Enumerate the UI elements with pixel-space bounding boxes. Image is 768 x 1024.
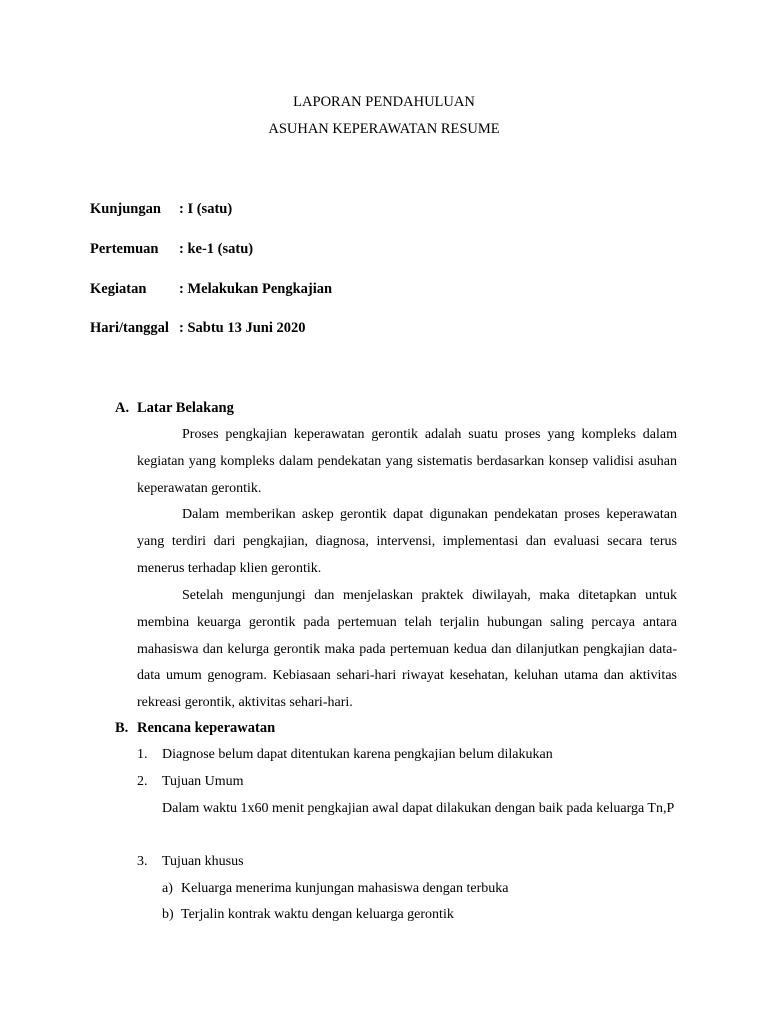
section-a-paragraph-1: Proses pengkajian keperawatan gerontik adalah suatu proses yang kompleks dalam kegiatan yang kompleks dalam pendekatan yang sistematis berdasarkan konsep validisi asuhan keperawatan gerontik. [137,427,677,496]
section-a-paragraph-3: Setelah mengunjungi dan menjelaskan praktek diwilayah, maka ditetapkan untuk membina keuarga gerontik pada pertemuan telah terjalin hubungan saling percaya antara mahasiswa dan kelurga gerontik maka pada pertemuan kedua dan dilanjutkan pengkajian data-data umum genogram. Kebiasaan sehari-hari riwayat kesehatan, keluhan utama dan aktivitas rekreasi gerontik, aktivitas sehari-hari. [137,588,677,711]
sub-item-letter: a) [162,881,173,896]
info-value-pertemuan: : ke-1 (satu) [179,241,254,257]
list-item-text: Tujuan Umum [162,774,244,789]
list-item-detail: Dalam waktu 1x60 menit pengkajian awal dapat dilakukan dengan baik pada keluarga Tn,P [162,801,675,816]
document-title-line-2: ASUHAN KEPERAWATAN RESUME [268,121,500,137]
info-label-kunjungan: Kunjungan [90,201,161,217]
info-value-hari-tanggal: : Sabtu 13 Juni 2020 [179,320,306,336]
section-b-letter: B. [115,720,129,736]
section-a-title: Latar Belakang [137,400,234,416]
info-label-kegiatan: Kegiatan [90,281,147,297]
info-value-kunjungan: : I (satu) [179,201,233,217]
sub-item-letter: b) [162,907,174,922]
list-item-number: 1. [137,747,148,762]
list-item-text: Diagnose belum dapat ditentukan karena pengkajian belum dilakukan [162,747,553,762]
info-value-kegiatan: : Melakukan Pengkajian [179,281,333,297]
list-item-text: Tujuan khusus [162,854,244,869]
document-title-line-1: LAPORAN PENDAHULUAN [293,94,475,110]
info-label-pertemuan: Pertemuan [90,241,159,257]
list-item-number: 2. [137,774,148,789]
list-item-number: 3. [137,854,148,869]
sub-item-text: Terjalin kontrak waktu dengan keluarga gerontik [181,907,454,922]
section-a-paragraph-2: Dalam memberikan askep gerontik dapat digunakan pendekatan proses keperawatan yang terdiri dari pengkajian, diagnosa, intervensi, implementasi dan evaluasi secara terus menerus terhadap klien gerontik. [137,507,677,576]
section-b-title: Rencana keperawatan [137,720,276,736]
section-a-letter: A. [115,400,130,416]
sub-item-text: Keluarga menerima kunjungan mahasiswa dengan terbuka [181,881,509,896]
info-label-hari-tanggal: Hari/tanggal [90,320,169,336]
